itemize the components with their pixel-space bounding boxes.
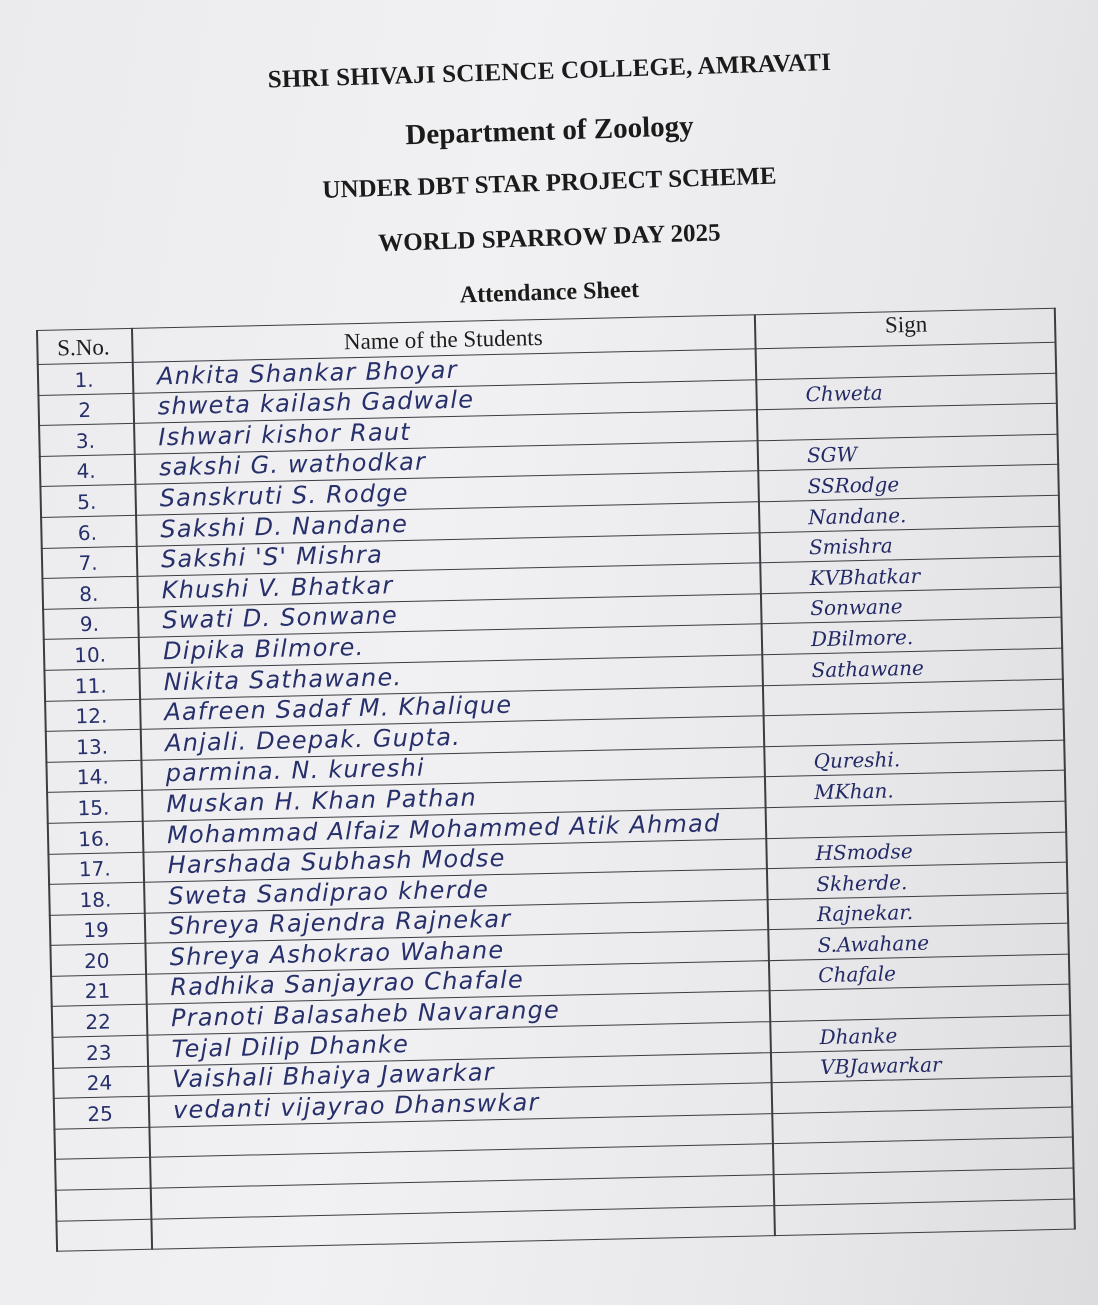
- student-name: parmina. N. kureshi: [165, 753, 426, 788]
- college-title: SHRI SHIVAJI SCIENCE COLLEGE, AMRAVATI: [267, 48, 832, 94]
- student-name: Aafreen Sadaf M. Khalique: [164, 690, 513, 727]
- serial-number: 1.: [74, 367, 94, 392]
- student-signature: Chweta: [805, 380, 883, 407]
- student-name: vedanti vijayrao Dhanswkar: [172, 1088, 540, 1125]
- student-signature: HSmodse: [815, 839, 913, 866]
- student-name: Vaishali Bhaiya Jawarkar: [172, 1058, 496, 1094]
- serial-number: [53, 1128, 148, 1160]
- student-name: Dipika Bilmore.: [162, 632, 365, 666]
- student-name: Swati D. Sonwane: [162, 601, 399, 635]
- student-signature: S.Awahane: [817, 930, 930, 957]
- serial-number: 6.: [77, 520, 98, 545]
- student-signature: KVBhatkar: [809, 563, 921, 590]
- student-name: Sanskruti S. Rodge: [159, 478, 409, 513]
- student-signature: Skherde.: [816, 869, 908, 896]
- student-signature: Smishra: [808, 533, 893, 560]
- student-name: Ishwari kishor Raut: [158, 417, 412, 452]
- student-name: Shreya Ashokrao Wahane: [169, 935, 505, 972]
- serial-number: 3.: [75, 428, 96, 453]
- student-name: Tejal Dilip Dhanke: [171, 1029, 410, 1063]
- table-body: [37, 343, 1076, 1252]
- student-name: Khushi V. Bhatkar: [161, 571, 394, 605]
- serial-number: 19: [83, 917, 110, 943]
- student-signature: Qureshi.: [813, 747, 901, 774]
- attendance-table: [36, 308, 1076, 1252]
- serial-number: 25: [87, 1101, 114, 1126]
- serial-number: [54, 1158, 149, 1190]
- serial-number: 5.: [76, 489, 97, 515]
- student-signature: Sonwane: [809, 594, 903, 621]
- serial-number: 2: [78, 398, 92, 423]
- serial-number: 18.: [79, 887, 112, 912]
- department-title: Department of Zoology: [404, 110, 695, 152]
- student-signature: Rajnekar.: [816, 900, 914, 927]
- serial-number: 23: [85, 1040, 112, 1065]
- serial-number: 8.: [78, 581, 99, 606]
- student-name: Sweta Sandiprao kherde: [168, 874, 490, 910]
- sno-column-header: S.No.: [56, 334, 110, 361]
- student-signature: [775, 1199, 1076, 1235]
- student-name: Pranoti Balasaheb Navarange: [170, 995, 561, 1033]
- sign-column-header: Sign: [884, 311, 928, 338]
- event-title: WORLD SPARROW DAY 2025: [377, 219, 721, 258]
- student-name: Sakshi 'S' Mishra: [160, 540, 384, 574]
- student-name: Anjali. Deepak. Gupta.: [164, 722, 462, 757]
- student-name: Sakshi D. Nandane: [160, 509, 409, 543]
- name-column-header: Name of the Students: [343, 324, 543, 355]
- serial-number: [55, 1189, 150, 1221]
- serial-number: 15.: [77, 795, 110, 821]
- serial-number: 12.: [75, 703, 108, 729]
- student-signature: Chafale: [818, 961, 897, 988]
- serial-number: [55, 1219, 150, 1251]
- student-name: Radhika Sanjayrao Chafale: [170, 965, 525, 1002]
- serial-number: 22: [85, 1009, 112, 1035]
- serial-number: 16.: [77, 826, 111, 851]
- serial-number: 4.: [76, 459, 96, 484]
- serial-number: 9.: [79, 612, 100, 637]
- student-signature: MKhan.: [814, 778, 894, 805]
- student-signature: SSRodge: [807, 472, 900, 499]
- serial-number: 24: [86, 1070, 113, 1096]
- student-signature: SGW: [806, 442, 858, 468]
- student-signature: VBJawarkar: [820, 1052, 942, 1080]
- student-name: Mohammad Alfaiz Mohammed Atik Ahmad: [166, 808, 721, 849]
- serial-number: 17.: [78, 856, 111, 882]
- serial-number: 21: [84, 979, 111, 1004]
- student-signature: Sathawane: [811, 655, 925, 682]
- scheme-title: UNDER DBT STAR PROJECT SCHEME: [321, 162, 777, 204]
- serial-number: 11.: [74, 673, 107, 698]
- student-name: Harshada Subhash Modse: [167, 843, 506, 880]
- serial-number: 20: [83, 948, 110, 973]
- student-name: Shreya Rajendra Rajnekar: [168, 905, 512, 941]
- student-name: Muskan H. Khan Pathan: [166, 783, 478, 819]
- student-name: Ankita Shankar Bhoyar: [156, 355, 459, 390]
- serial-number: 14.: [76, 764, 109, 790]
- student-name: shweta kailash Gadwale: [157, 385, 475, 421]
- student-name: Nikita Sathawane.: [163, 662, 403, 696]
- student-name: sakshi G. wathodkar: [158, 447, 427, 482]
- student-signature: DBilmore.: [810, 624, 914, 652]
- student-signature: Nandane.: [807, 502, 907, 529]
- serial-number: 10.: [73, 642, 107, 668]
- serial-number: 7.: [78, 550, 98, 576]
- sheet-title: Attendance Sheet: [459, 276, 640, 309]
- serial-number: 13.: [75, 734, 109, 759]
- student-signature: Dhanke: [819, 1023, 898, 1049]
